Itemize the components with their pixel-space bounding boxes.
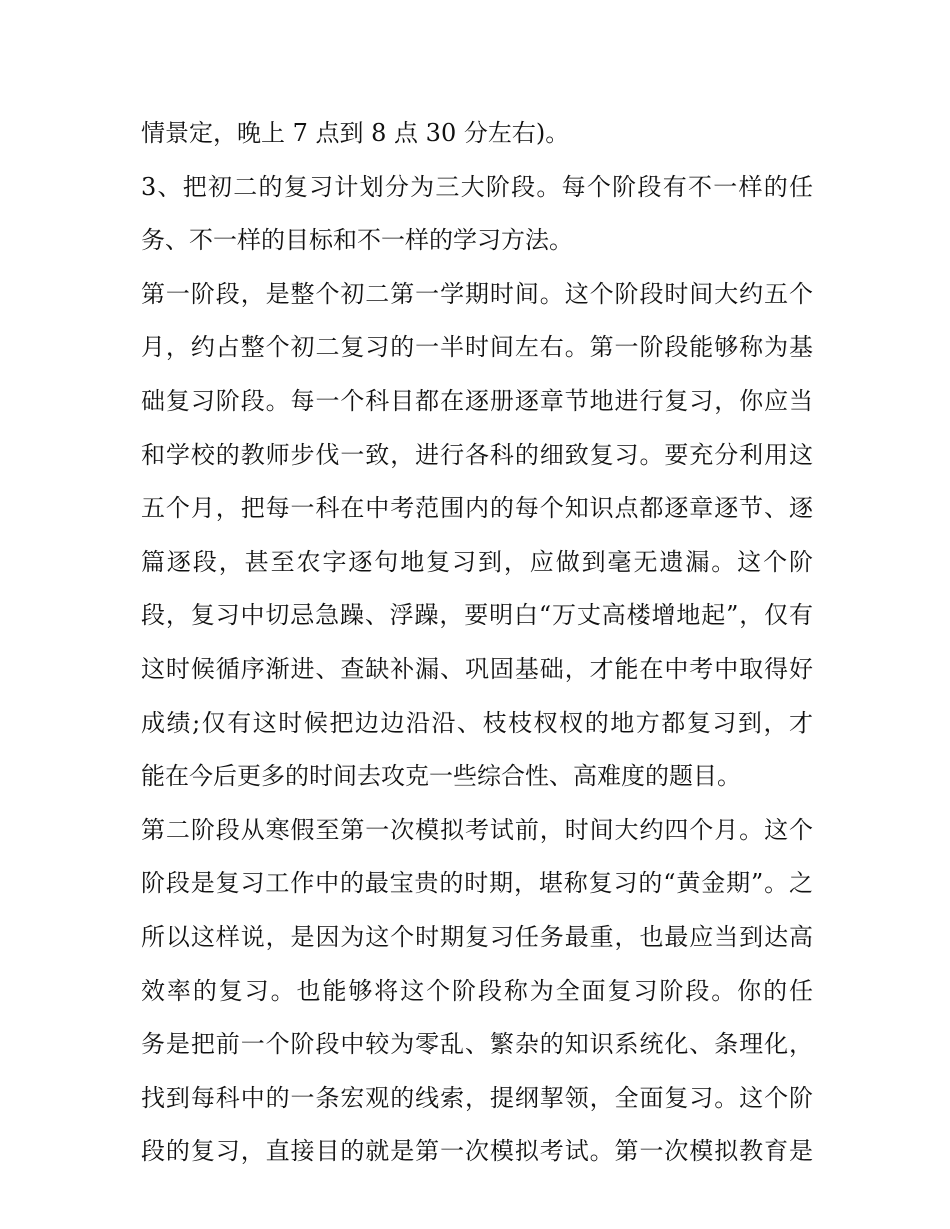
text-line-3: 务、不一样的目标和不一样的学习方法。 [141,226,573,255]
text-line-19: 找到每科中的一条宏观的线索，提纲挈领，全面复习。这个阶 [141,1083,813,1112]
text-line-17: 效率的复习。也能够将这个阶段称为全面复习阶段。你的任 [141,976,813,1005]
text-line-20: 段的复习，直接目的就是第一次模拟考试。第一次模拟教育是 [141,1137,813,1166]
text-line-8: 五个月，把每一科在中考范围内的每个知识点都逐章逐节、逐 [141,494,813,523]
text-line-7: 和学校的教师步伐一致，进行各科的细致复习。要充分利用这 [141,440,813,469]
text-line-12: 成绩;仅有这时候把边边沿沿、枝枝杈杈的地方都复习到，才 [141,708,813,737]
text-line-2: 3、把初二的复习计划分为三大阶段。每个阶段有不一样的任 [141,172,813,201]
text-line-6: 础复习阶段。每一个科目都在逐册逐章节地进行复习，你应当 [141,386,813,415]
text-line-5: 月，约占整个初二复习的一半时间左右。第一阶段能够称为基 [141,333,813,362]
text-line-13: 能在今后更多的时间去攻克一些综合性、高难度的题目。 [141,762,741,791]
text-line-16: 所以这样说，是因为这个时期复习任务最重，也最应当到达高 [141,922,813,951]
text-line-11: 这时候循序渐进、查缺补漏、巩固基础，才能在中考中取得好 [141,654,813,683]
text-line-14: 第二阶段从寒假至第一次模拟考试前，时间大约四个月。这个 [141,815,813,844]
text-line-15: 阶段是复习工作中的最宝贵的时期，堪称复习的“黄金期”。之 [141,869,813,898]
text-line-10: 段，复习中切忌急躁、浮躁，要明白“万丈高楼增地起”，仅有 [141,601,813,630]
document-body [141,107,813,1179]
text-line-1: 情景定，晚上 7 点到 8 点 30 分左右)。 [141,119,570,147]
text-line-18: 务是把前一个阶段中较为零乱、繁杂的知识系统化、条理化， [141,1030,813,1059]
text-line-4: 第一阶段，是整个初二第一学期时间。这个阶段时间大约五个 [141,279,813,308]
text-line-9: 篇逐段，甚至农字逐句地复习到，应做到毫无遗漏。这个阶 [141,547,813,576]
